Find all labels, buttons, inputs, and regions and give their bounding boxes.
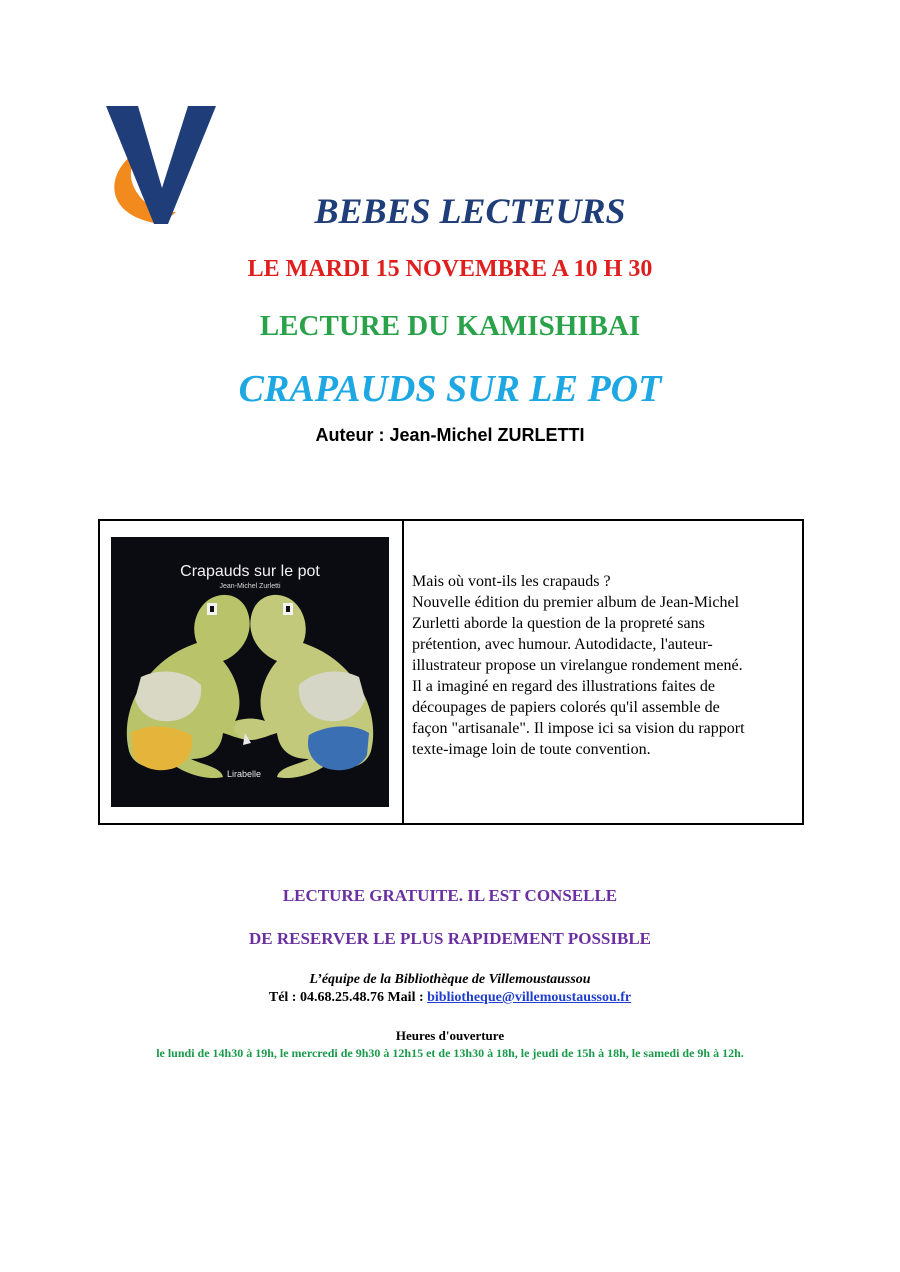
book-cover: [111, 537, 389, 807]
book-author: Auteur : Jean-Michel ZURLETTI: [315, 425, 585, 445]
book-description: [412, 571, 792, 760]
cover-title: Crapauds sur le pot: [180, 563, 320, 580]
event-title: BEBES LECTEURS: [314, 191, 626, 231]
description-line: façon "artisanale". Il impose ici sa vision du rapport: [412, 720, 745, 737]
cover-author: Jean-Michel Zurletti: [219, 583, 281, 590]
opening-hours: le lundi de 14h30 à 19h, le mercredi de 9h30 à 12h15 et de 13h30 à 18h, le jeudi de 15h à 18h, le samedi de 9h à 12h.: [156, 1046, 744, 1060]
book-title: CRAPAUDS SUR LE POT: [238, 368, 662, 410]
box-divider: [402, 521, 404, 823]
email-link[interactable]: bibliotheque@villemoustaussou.fr: [427, 990, 632, 1005]
free-reading-notice: LECTURE GRATUITE. IL EST CONSELLE: [282, 886, 618, 905]
library-team: L’équipe de la Bibliothèque de Villemoustaussou: [309, 972, 591, 987]
event-date: LE MARDI 15 NOVEMBRE A 10 H 30: [247, 256, 653, 282]
event-activity: LECTURE DU KAMISHIBAI: [259, 310, 641, 342]
description-line: Il a imaginé en regard des illustrations faites de: [412, 678, 716, 695]
description-line: Zurletti aborde la question de la propreté sans: [412, 615, 705, 632]
description-line: prétention, avec humour. Autodidacte, l'auteur-: [412, 636, 713, 653]
book-info-box: [98, 519, 804, 825]
hours-title: Heures d'ouverture: [395, 1028, 505, 1043]
description-line: Mais où vont-ils les crapauds ?: [412, 573, 611, 590]
description-line: Nouvelle édition du premier album de Jean-Michel: [412, 594, 740, 611]
contact-line: [0, 990, 900, 1006]
description-line: découpages de papiers colorés qu'il assemble de: [412, 699, 720, 716]
contact-phone: Tél : 04.68.25.48.76 Mail :: [268, 990, 428, 1005]
description-line: texte-image loin de toute convention.: [412, 741, 651, 758]
description-line: illustrateur propose un virelangue rondement mené.: [412, 657, 743, 674]
reservation-notice: DE RESERVER LE PLUS RAPIDEMENT POSSIBLE: [249, 929, 651, 948]
cover-publisher: Lirabelle: [227, 769, 262, 779]
